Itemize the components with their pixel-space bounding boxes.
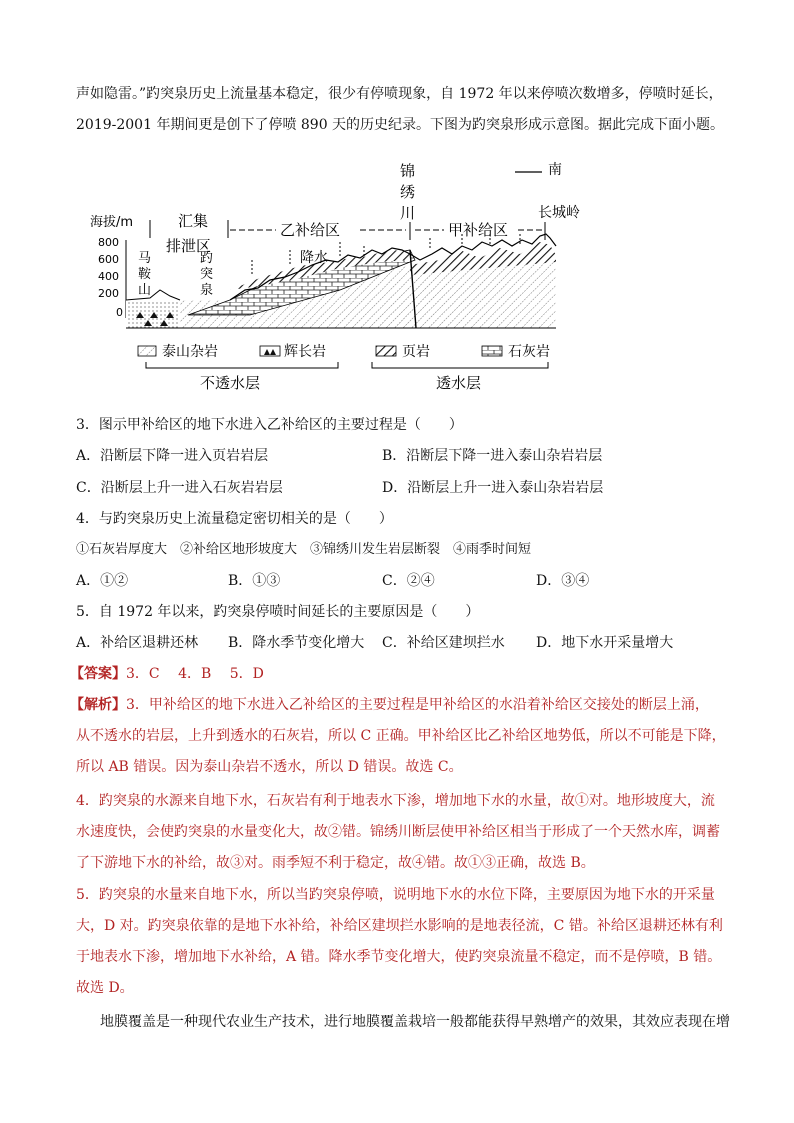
analysis-q4-line-3: 了下游地下水的补给，故③对。雨季短不利于稳定，故④错。故①③正确，故选 B。: [76, 855, 595, 871]
yi-zone-label: 乙补给区: [280, 221, 341, 239]
q3-option-a[interactable]: A．沿断层下降一进入页岩岩层: [76, 448, 269, 464]
q5-option-b[interactable]: B．降水季节变化增大: [228, 635, 365, 651]
q3-option-c[interactable]: C．沿断层上升一进入石灰岩岩层: [76, 480, 283, 496]
legend-gabbro-label: 辉长岩: [284, 344, 326, 360]
bracket-permeable: [372, 362, 548, 368]
analysis-q5-line-4: 故选 D。: [76, 980, 134, 996]
jinxiu-char-1: 锦: [400, 162, 416, 180]
legend-shale-swatch: [376, 346, 396, 356]
next-paragraph: 地膜覆盖是一种现代农业生产技术，进行地膜覆盖栽培一般都能获得早熟增产的效果，其效应表现在增: [100, 1014, 730, 1030]
analysis-q5-line-2: 大，D 对。趵突泉依靠的是地下水补给，补给区建坝拦水影响的是地表径流，C 错。补给区退耕还林有利: [76, 918, 723, 934]
y-tick-0: 0: [116, 306, 123, 319]
y-tick-800: 800: [98, 236, 119, 249]
q4-option-d[interactable]: D．③④: [536, 573, 590, 589]
baotu-spring-diagram: [80, 150, 580, 400]
q3-option-b[interactable]: B．沿断层下降一进入泰山杂岩岩层: [382, 448, 603, 464]
answer-line: [70, 664, 264, 684]
maan-char-2: 鞍: [138, 267, 152, 282]
q3-option-d[interactable]: D．沿断层上升一进入泰山杂岩岩层: [382, 480, 604, 496]
legend-taishan-label: 泰山杂岩: [162, 344, 218, 360]
y-tick-200: 200: [98, 287, 119, 300]
maan-char-3: 山: [138, 283, 152, 298]
analysis-q3-line-2: 从不透水的岩层，上升到透水的石灰岩，所以 C 正确。甲补给区比乙补给区地势低，所以不可能是下降，: [76, 728, 726, 744]
analysis-q3-line-1: 【解析】3．甲补给区的地下水进入乙补给区的主要过程是甲补给区的水沿着补给区交接处的断层上涌，: [70, 697, 709, 713]
south-label: 南: [548, 162, 562, 178]
q4-items: ①石灰岩厚度大 ②补给区地形坡度大 ③锦绣川发生岩层断裂 ④雨季时间短: [76, 542, 532, 557]
q5-option-a[interactable]: A．补给区退耕还林: [76, 635, 199, 651]
impermeable-label: 不透水层: [200, 374, 261, 392]
analysis-q3: [70, 690, 726, 783]
analysis-q4-line-1: 4．趵突泉的水源来自地下水，石灰岩有利于地表水下渗，增加地下水的水量，故①对。地形坡度大，流: [76, 793, 715, 809]
q5-option-d[interactable]: D．地下水开采量增大: [536, 635, 674, 651]
q3-stem: 3．图示甲补给区的地下水进入乙补给区的主要过程是（ ）: [76, 417, 463, 433]
q4-stem: 4．与趵突泉历史上流量稳定密切相关的是（ ）: [76, 511, 393, 527]
analysis-q5-line-1: 5．趵突泉的水量来自地下水，所以当趵突泉停喷，说明地下水的水位下降，主要原因为地下水的开采量: [76, 887, 715, 903]
precipitation-label: 降水: [300, 250, 328, 266]
q5-stem: 5．自 1972 年以来，趵突泉停喷时间延长的主要原因是（ ）: [76, 604, 480, 620]
baotu-char-3: 泉: [200, 283, 214, 298]
q4-option-c[interactable]: C．②④: [382, 573, 435, 589]
analysis-q3-line-3: 所以 AB 错误。因为泰山杂岩不透水，所以 D 错误。故选 C。: [76, 759, 463, 775]
jinxiu-char-2: 绣: [400, 183, 416, 201]
legend-limestone-swatch: [482, 346, 502, 356]
analysis-tag: 【解析】: [70, 697, 126, 713]
analysis-q5-line-3: 于地表水下渗，增加地下水补给，A 错。降水季节变化增大，使趵突泉流量不稳定，而不是停喷，B 错。: [76, 949, 722, 965]
maan-char-1: 马: [138, 251, 152, 266]
baotu-char-1: 趵: [200, 251, 214, 266]
intro-line-1: 声如隐雷。”趵突泉历史上流量基本稳定，很少有停喷现象，自 1972 年以来停喷次数增多，停喷时延长，: [76, 86, 723, 102]
answer-tag: 【答案】: [70, 666, 126, 682]
jia-zone-label: 甲补给区: [448, 221, 509, 239]
answer-text: 3．C 4．B 5．D: [126, 666, 264, 682]
paixie-label: 排泄区: [166, 237, 212, 255]
permeable-label: 透水层: [436, 374, 482, 392]
changcheng-label: 长城岭: [538, 205, 580, 221]
huiji-label: 汇集: [178, 212, 209, 230]
q4-option-b[interactable]: B．①③: [228, 573, 281, 589]
jinxiu-char-3: 川: [400, 204, 416, 222]
analysis-q4: [76, 786, 726, 879]
legend-shale-label: 页岩: [402, 344, 430, 360]
analysis-q4-line-2: 水速度快，会使趵突泉的水量变化大，故②错。锦绣川断层使甲补给区相当于形成了一个天然水库，调蓄: [76, 824, 720, 840]
y-tick-600: 600: [98, 253, 119, 266]
y-tick-400: 400: [98, 270, 119, 283]
baotu-char-2: 突: [200, 267, 214, 282]
q4-option-a[interactable]: A．①②: [76, 573, 129, 589]
legend-gabbro-swatch: [260, 346, 280, 356]
q5-option-c[interactable]: C．补给区建坝拦水: [382, 635, 505, 651]
analysis-q5: [76, 880, 726, 1004]
bracket-impermeable: [146, 362, 338, 368]
intro-line-2: 2019-2001 年期间更是创下了停喷 890 天的历史纪录。下图为趵突泉形成示意图。据此完成下面小题。: [76, 117, 725, 133]
legend-limestone-label: 石灰岩: [508, 344, 550, 360]
legend-taishan-swatch: [138, 346, 156, 356]
altitude-label: 海拔/m: [90, 215, 134, 230]
